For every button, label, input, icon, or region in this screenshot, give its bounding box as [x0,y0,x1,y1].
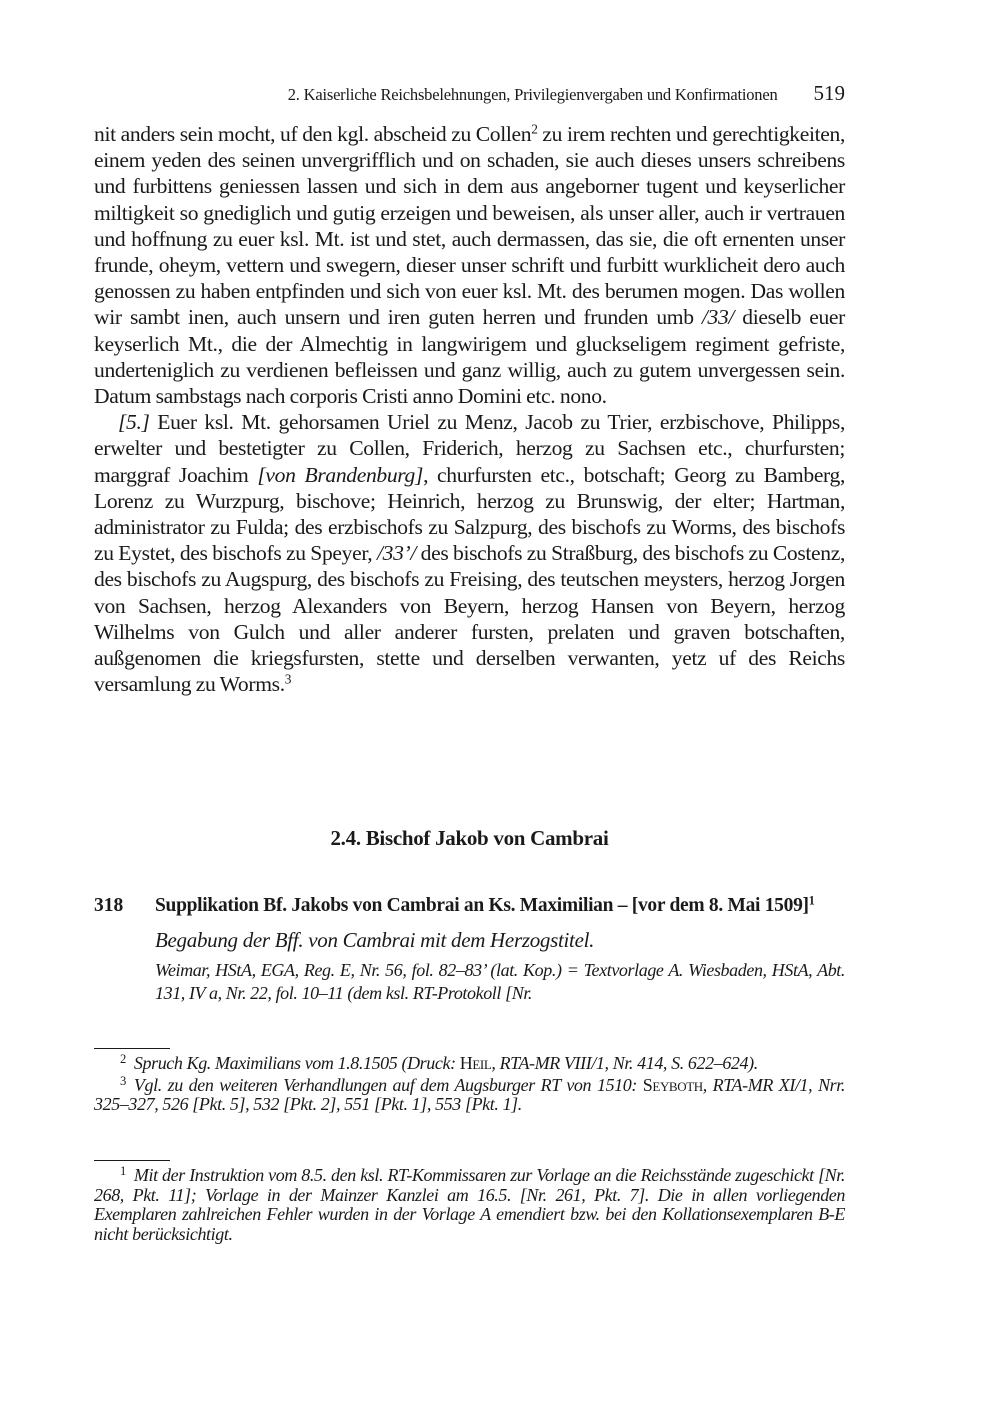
footnote-2 [94,1054,845,1074]
footnote-divider [94,1048,170,1049]
text-span: zu irem rechten und gerechtigkeiten, einem yeden des seinen unvergrifflich und on schaden, sie auch dieses unsers schreibens und furbittens geniessen lassen und sich in dem aus angeborner tugent und keyserlicher miltigkeit so gnediglich und gutig erzeigen und beweisen, als unser aller, auch ir vertrauen und hoffnung zu euer ksl. Mt. ist und stet, auch dermassen, das sie, die oft ernenten unser frunde, oheym, vettern und swegern, dieser unser schrift und furbitt wurklicheit dero auch genossen zu haben entpfinden und sich von euer ksl. Mt. des berumen mogen. Das wollen wir sambt inen, auch unsern und iren guten herren und frunden umb [94,122,846,330]
text-span: Vgl. zu den weiteren Verhandlungen auf dem Augsburger RT von 1510: [133,1074,643,1095]
text-span: Euer ksl. Mt. gehorsamen Uriel zu Menz, Jacob zu Trier, erzbischove, Philipps, erwelter und bestetigter zu Collen, Friderich, herzog zu Sachsen etc., churfursten; marggraf Joachim [94,410,845,487]
footnote-mark: 3 [120,1073,126,1088]
footnotes-text [94,1054,845,1115]
paragraph-continuation [94,121,845,409]
document-regest: Begabung der Bff. von Cambrai mit dem Herzogstitel. [155,928,595,952]
document-title-text: Supplikation Bf. Jakobs von Cambrai an Ks. Maximilian – [vor dem 8. Mai 1509] [155,895,809,916]
text-span: , RTA-MR XI/1, Nrr. 325–327, 526 [Pkt. 5], 532 [Pkt. 2], 551 [Pkt. 1], 553 [Pkt. 1]. [94,1074,845,1114]
text-span: , churfursten etc., botschaft; Georg zu Bamberg, Lorenz zu Wurzpurg, bischove; Heinrich, herzog zu Brunswig, der elter; Hartman, administrator zu Fulda; des erzbischofs zu Salzpurg, des bischofs zu Worms, des bischofs zu Eystet, des bischofs zu Speyer, [94,462,846,566]
running-head [94,80,845,108]
paragraph-number: [5.] [118,410,150,435]
main-text [94,121,845,697]
text-span: des bischofs zu Straßburg, des bischofs zu Costenz, des bischofs zu Augspurg, des bischofs zu Freising, des teutschen meysters, herzog Jorgen von Sachsen, herzog Alexanders von Beyern, herzog Hansen von Beyern, herzog Wilhelms von Gulch und aller anderer fursten, prelaten und graven botschaften, außgenomen die kriegsfursten, stette und derselben verwanten, yetz uf des Reichs versamlung zu Worms. [94,541,845,697]
document-sources: Weimar, HStA, EGA, Reg. E, Nr. 56, fol. 82–83’ (lat. Kop.) = Textvorlage A. Wiesbaden, HStA, Abt. 131, IV a, Nr. 22, fol. 10–11 (dem ksl. RT-Protokoll [Nr. [155,960,845,1003]
text-span: Spruch Kg. Maximilians vom 1.8.1505 (Druck: [133,1053,460,1073]
author-name: Seyboth [642,1074,703,1095]
footnote-mark: 2 [120,1052,126,1067]
folio-marker: /33/ [701,305,735,330]
footnote-mark: 1 [120,1164,126,1179]
footnote-3 [94,1073,845,1115]
footnote-text: Mit der Instruktion vom 8.5. den ksl. RT-Kommissaren zur Vorlage an die Reichsstände zugeschickt [Nr. 268, Pkt. 11]; Vorlage in der Mainzer Kanzlei am 16.5. [Nr. 261, Pkt. 7]. Die in allen vorliegenden Exemplaren zahlreichen Fehler wurden in der Vorlage A emendiert bzw. bei den Kollationsexemplaren B-E nicht berücksichtigt. [94,1165,845,1244]
author-name: Heil [459,1053,492,1073]
page-number: 519 [813,81,845,105]
document-entry [94,895,845,1004]
text-span: nit anders sein mocht, uf den kgl. abscheid zu Collen [94,122,532,146]
document-number: 318 [94,895,124,916]
footnote-ref-2[interactable]: 2 [531,121,538,137]
footnotes-document [94,1166,845,1244]
text-span: dieselb euer keyserlich Mt., die der Almechtig in langwirigem und gluckseligem regiment gefriste, underteniglich zu verdienen befleissen und ganz willig, auch zu gutem unvergessen sein. Datum sambstags nach corporis Cristi anno Domini etc. nono. [94,305,845,409]
section-heading: 2.4. Bischof Jakob von Cambrai [330,826,609,850]
footnote-divider-doc [94,1160,170,1161]
running-head-title: 2. Kaiserliche Reichsbelehnungen, Privilegienvergaben und Konfirmationen [287,85,778,104]
paragraph-signatories [94,409,845,697]
footnote-ref-3[interactable]: 3 [284,671,292,687]
editorial-insertion: [von Brandenburg] [257,462,424,487]
document-title [155,895,845,917]
text-span: , RTA-MR VIII/1, Nr. 414, S. 622–624). [491,1053,758,1073]
footnote-1 [94,1166,845,1244]
footnote-ref-1[interactable]: 1 [808,893,815,908]
folio-marker: /33’/ [376,541,417,566]
